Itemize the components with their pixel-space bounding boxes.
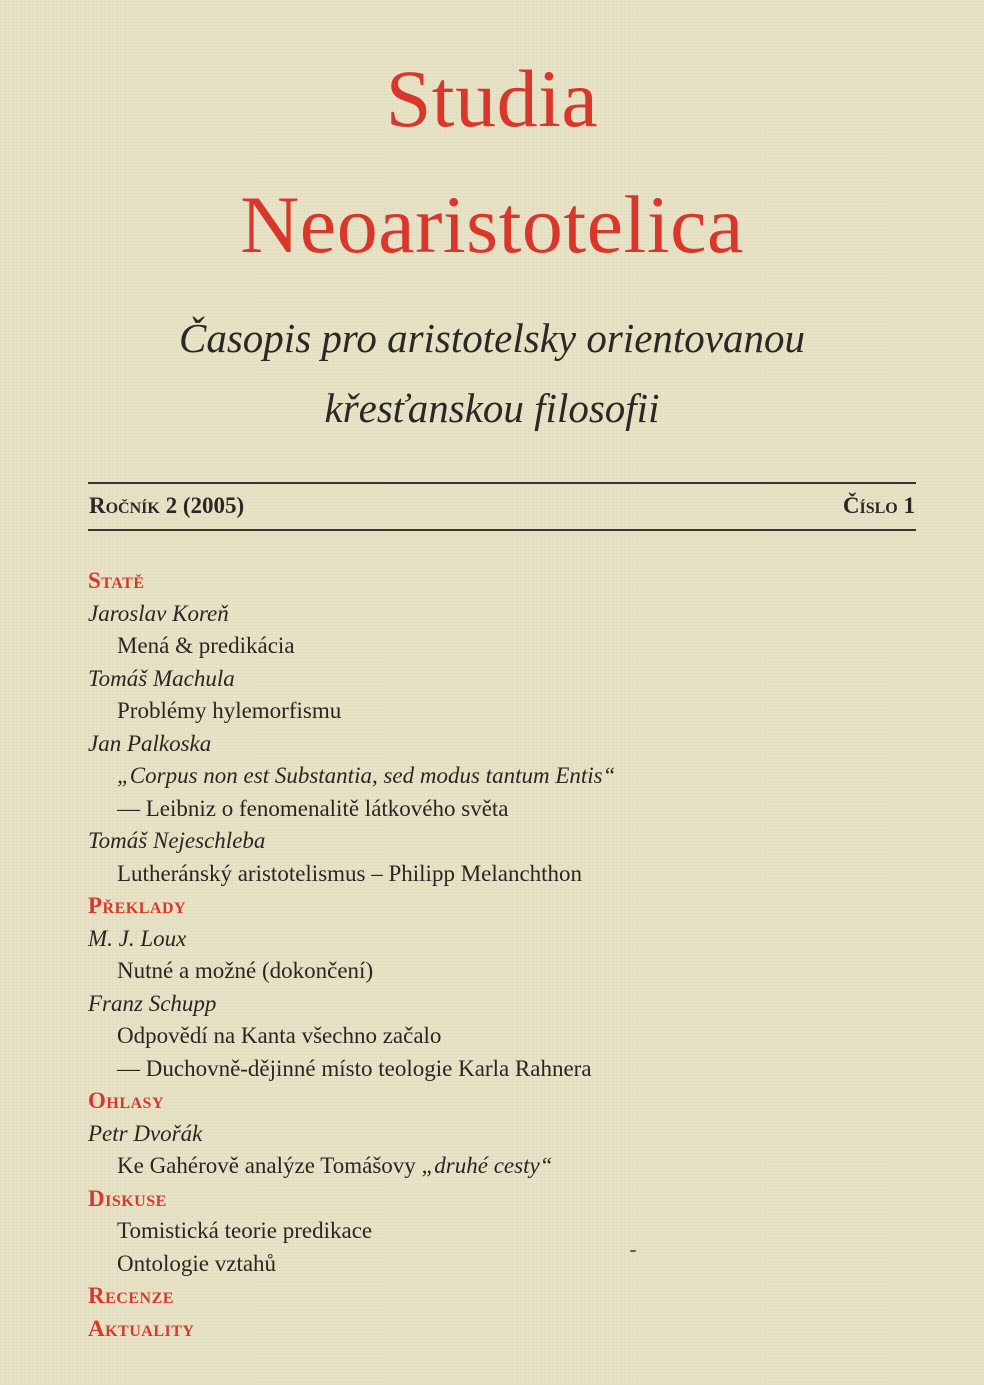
toc-author — [88, 988, 908, 1021]
journal-subtitle-line-2: křesťanskou filosofii — [324, 385, 660, 431]
toc-entry-text: Ke Gahérově analýze Tomášovy — [117, 1153, 422, 1178]
toc-entry-text: Ontologie vztahů — [117, 1250, 277, 1276]
toc-section-heading — [88, 1313, 908, 1346]
toc-author — [88, 825, 908, 858]
toc-section-heading — [88, 1183, 908, 1216]
toc-entry-text: Petr Dvořák — [88, 1120, 203, 1146]
toc-entry-text: Recenze — [88, 1283, 174, 1308]
toc-author — [88, 728, 908, 761]
toc-entry-text: Jan Palkoska — [88, 730, 212, 756]
toc-article-title — [88, 1020, 908, 1053]
journal-subtitle-line-1: Časopis pro aristotelsky orientovanou — [179, 315, 805, 361]
toc-entry-text: Nutné a možné (dokončení) — [117, 958, 374, 983]
toc-article-title — [88, 695, 908, 728]
toc-entry-text: Tomáš Machula — [88, 665, 235, 691]
toc-entry-text: Lutheránský aristotelismus – Philipp Melanchthon — [117, 860, 583, 886]
toc-entry-text: Franz Schupp — [88, 990, 217, 1016]
journal-title-line-1: Studia — [385, 53, 599, 144]
toc-entry-text: — Leibniz o fenomenalitě látkového světa — [117, 795, 509, 821]
toc-section-heading — [88, 890, 908, 923]
toc-entry-text: — Duchovně-dějinné místo teologie Karla Rahnera — [117, 1055, 592, 1081]
toc-article-title — [88, 955, 908, 988]
toc-entry-text: Ohlasy — [88, 1088, 165, 1113]
journal-title-line-2: Neoaristotelica — [240, 179, 744, 270]
toc-article-title — [88, 1215, 908, 1248]
paper-speck — [630, 1250, 636, 1252]
toc-author — [88, 598, 908, 631]
volume-label: Ročník 2 (2005) — [89, 493, 245, 518]
toc-entry-text: Tomáš Nejeschleba — [88, 828, 266, 853]
toc-author — [88, 1118, 908, 1151]
toc-entry-text: Odpovědí na Kanta všechno začalo — [117, 1023, 442, 1048]
toc-entry-text: Mená & predikácia — [117, 633, 295, 658]
toc-entry-text: Tomistická teorie predikace — [117, 1218, 373, 1243]
toc-section-heading — [88, 565, 908, 598]
toc-article-italic-tail: „druhé cesty“ — [421, 1153, 553, 1178]
toc-entry-text: M. J. Loux — [88, 925, 187, 951]
top-divider — [88, 482, 916, 484]
toc-entry-text: Diskuse — [88, 1185, 167, 1211]
toc-article-text: „Corpus non est Substantia, sed modus tantum Entis“ — [117, 763, 616, 788]
toc-author — [88, 923, 908, 956]
toc-article-title — [88, 793, 908, 826]
toc-article-title — [88, 630, 908, 663]
toc-section-heading — [88, 1280, 908, 1313]
bottom-divider — [88, 529, 916, 531]
toc-section-heading — [88, 1085, 908, 1118]
toc-author — [88, 663, 908, 696]
toc-entry-text: Problémy hylemorfismu — [117, 698, 342, 723]
toc-article-title — [88, 1053, 908, 1086]
issue-number-label: Číslo 1 — [842, 493, 915, 518]
toc-entry-text: Statě — [88, 568, 145, 593]
toc-article-title — [88, 858, 908, 891]
table-of-contents — [88, 565, 908, 1345]
toc-article-title — [88, 1248, 908, 1281]
toc-article-title — [88, 1150, 908, 1183]
toc-entry-text: Překlady — [88, 893, 187, 918]
toc-entry-text: Aktuality — [88, 1315, 195, 1341]
toc-entry-text: Jaroslav Koreň — [88, 600, 229, 626]
toc-article-title — [88, 760, 908, 793]
